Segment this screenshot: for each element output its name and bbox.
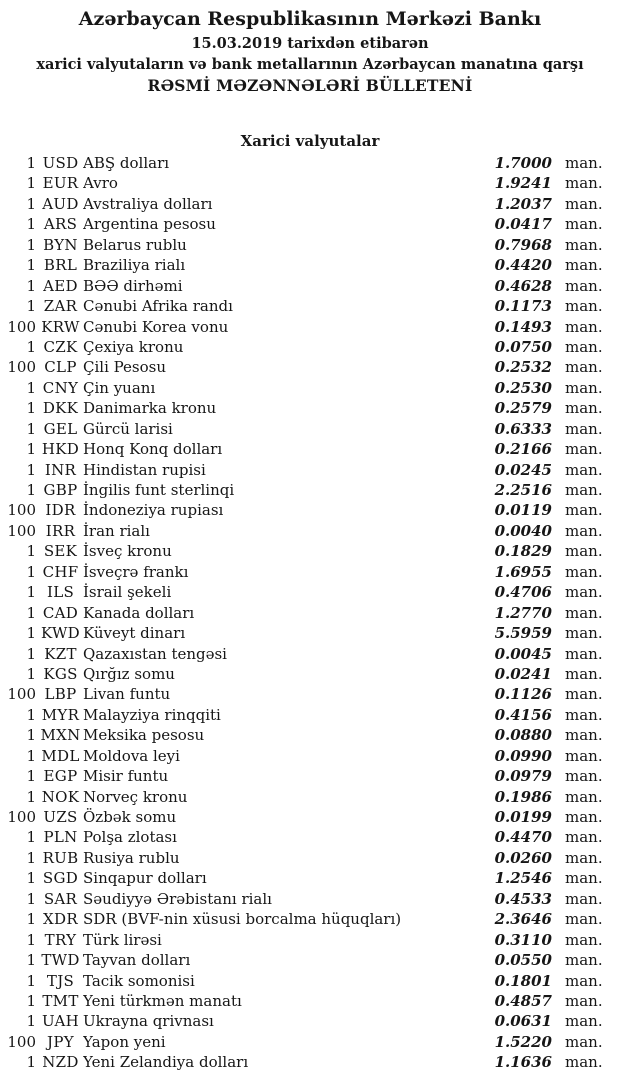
rate-value: 1.7000 xyxy=(494,154,552,172)
rate-value: 0.1829 xyxy=(494,542,552,561)
currency-row xyxy=(0,827,603,847)
currency-code: KWD xyxy=(40,624,80,643)
currency-code: ARS xyxy=(43,215,78,234)
section-title-foreign-currencies: Xarici valyutalar xyxy=(240,132,380,150)
rate-value: 0.0260 xyxy=(494,848,552,867)
rate-value: 0.0417 xyxy=(494,215,552,234)
rate-value: 1.2546 xyxy=(494,869,552,888)
quantity: 1 xyxy=(26,419,36,438)
rate-value: 0.0750 xyxy=(494,337,552,356)
currency-name: Hindistan rupisi xyxy=(83,460,206,479)
unit-label: man. xyxy=(565,276,603,295)
currency-name: Meksika pesosu xyxy=(83,726,205,745)
unit-label: man. xyxy=(565,460,603,479)
currency-code: IDR xyxy=(45,501,76,520)
currency-row xyxy=(0,664,603,684)
page-title: Azərbaycan Respublikasının Mərkəzi Bankı xyxy=(78,8,542,30)
rate-value: 1.2037 xyxy=(494,194,552,213)
currency-name: Belarus rublu xyxy=(83,235,187,254)
currency-name: Avstraliya dolları xyxy=(83,194,213,213)
rate-value: 0.1173 xyxy=(494,297,552,316)
currency-code: BYN xyxy=(43,235,78,254)
currency-code: GBP xyxy=(43,481,78,499)
currency-name: Tayvan dolları xyxy=(83,951,191,970)
currency-row xyxy=(0,950,603,970)
rate-value: 0.4706 xyxy=(494,583,552,602)
unit-label: man. xyxy=(565,583,603,602)
bulletin-title: RƏSMİ MƏZƏNNƏLƏRİ BÜLLETENİ xyxy=(147,76,473,95)
quantity: 1 xyxy=(26,869,36,888)
currency-row xyxy=(0,787,603,807)
currency-code: IRR xyxy=(45,521,76,540)
currency-code: NOK xyxy=(41,787,80,806)
unit-label: man. xyxy=(565,624,603,643)
currency-name: Braziliya rialı xyxy=(83,256,186,275)
quantity: 1 xyxy=(26,399,36,418)
currency-name: Misir funtu xyxy=(83,767,169,786)
quantity: 1 xyxy=(26,583,36,602)
quantity: 1 xyxy=(26,194,36,213)
quantity: 1 xyxy=(26,337,36,356)
currency-code: SAR xyxy=(43,889,78,908)
rate-value: 0.4857 xyxy=(494,991,552,1010)
quantity: 100 xyxy=(7,317,36,336)
quantity: 1 xyxy=(26,991,36,1010)
quantity: 1 xyxy=(26,562,36,581)
rate-value: 0.4628 xyxy=(494,276,552,295)
unit-label: man. xyxy=(565,808,603,826)
currency-code: SGD xyxy=(42,869,79,888)
currency-row xyxy=(0,705,603,725)
currency-row xyxy=(0,889,603,909)
unit-label: man. xyxy=(565,399,603,418)
currency-name: Sinqapur dolları xyxy=(83,869,207,888)
currency-name: İsrail şekeli xyxy=(83,583,172,602)
currency-row xyxy=(0,991,603,1011)
unit-label: man. xyxy=(565,664,603,683)
unit-label: man. xyxy=(565,705,603,724)
currency-name: Çili Pesosu xyxy=(83,358,167,377)
quantity: 1 xyxy=(26,603,36,622)
rate-value: 0.1986 xyxy=(494,787,552,806)
quantity: 1 xyxy=(26,378,36,397)
rate-value: 1.6955 xyxy=(494,562,552,581)
currency-code: LBP xyxy=(44,685,77,704)
rate-value: 0.2530 xyxy=(494,378,552,397)
currency-row xyxy=(0,296,603,316)
quantity: 1 xyxy=(26,276,36,295)
currency-row xyxy=(0,378,603,398)
currency-row xyxy=(0,582,603,602)
currency-row xyxy=(0,153,603,173)
quantity: 1 xyxy=(26,889,36,908)
currency-name: Honq Konq dolları xyxy=(83,440,223,459)
currency-code: MDL xyxy=(41,746,80,765)
currency-row xyxy=(0,337,603,357)
quantity: 1 xyxy=(26,624,36,643)
quantity: 1 xyxy=(26,1012,36,1031)
rate-value: 5.5959 xyxy=(494,624,552,643)
rate-value: 0.1801 xyxy=(494,971,552,990)
currency-code: MYR xyxy=(41,705,80,724)
rate-value: 2.3646 xyxy=(494,910,552,929)
unit-label: man. xyxy=(565,194,603,213)
currency-code: EUR xyxy=(42,174,79,193)
unit-label: man. xyxy=(565,337,603,356)
currency-name: Argentina pesosu xyxy=(83,215,216,234)
currency-row xyxy=(0,766,603,786)
quantity: 1 xyxy=(26,930,36,949)
quantity: 1 xyxy=(26,767,36,786)
rate-value: 0.7968 xyxy=(494,235,552,254)
currency-code: HKD xyxy=(41,440,80,459)
currency-name: Türk lirəsi xyxy=(83,930,162,949)
unit-label: man. xyxy=(565,603,603,622)
unit-label: man. xyxy=(565,767,603,786)
currency-code: BRL xyxy=(43,256,78,275)
currency-row xyxy=(0,276,603,296)
currency-row xyxy=(0,255,603,275)
currency-row xyxy=(0,1052,603,1072)
currency-name: Çin yuanı xyxy=(83,378,156,397)
currency-code: PLN xyxy=(43,828,78,847)
currency-row xyxy=(0,868,603,888)
currency-name: Çexiya kronu xyxy=(83,337,184,356)
currency-row xyxy=(0,603,603,623)
unit-label: man. xyxy=(565,951,603,970)
quantity: 100 xyxy=(7,501,36,520)
currency-name: Özbək somu xyxy=(83,808,177,826)
rate-value: 1.5220 xyxy=(494,1032,552,1051)
currency-code: CLP xyxy=(44,358,77,377)
currency-row xyxy=(0,684,603,704)
currency-code: TRY xyxy=(44,930,77,949)
currency-code: TMT xyxy=(42,991,79,1010)
rate-value: 0.4420 xyxy=(494,256,552,275)
currency-row xyxy=(0,623,603,643)
quantity: 1 xyxy=(26,440,36,459)
currency-row xyxy=(0,235,603,255)
quantity: 1 xyxy=(26,256,36,275)
unit-label: man. xyxy=(565,889,603,908)
unit-label: man. xyxy=(565,481,603,499)
unit-label: man. xyxy=(565,685,603,704)
quantity: 1 xyxy=(26,154,36,172)
unit-label: man. xyxy=(565,378,603,397)
currency-row xyxy=(0,644,603,664)
currency-name: Moldova leyi xyxy=(83,746,180,765)
unit-label: man. xyxy=(565,644,603,663)
currency-code: EGP xyxy=(43,767,78,786)
rate-value: 0.1493 xyxy=(494,317,552,336)
currency-name: Səudiyyə Ərəbistanı rialı xyxy=(83,889,272,908)
currency-row xyxy=(0,439,603,459)
quantity: 1 xyxy=(26,787,36,806)
currency-row xyxy=(0,419,603,439)
currency-row xyxy=(0,971,603,991)
subtitle-line: xarici valyutaların və bank metallarının Azərbaycan manatına qarşı xyxy=(36,56,584,73)
currency-code: MXN xyxy=(40,726,81,745)
currency-row xyxy=(0,848,603,868)
quantity: 1 xyxy=(26,951,36,970)
rate-value: 0.0979 xyxy=(494,767,552,786)
currency-row xyxy=(0,357,603,377)
rate-value: 0.4156 xyxy=(494,705,552,724)
currency-name: SDR (BVF-nin xüsusi borcalma hüquqları) xyxy=(83,910,402,929)
currency-code: USD xyxy=(42,154,79,172)
quantity: 1 xyxy=(26,705,36,724)
quantity: 1 xyxy=(26,297,36,316)
unit-label: man. xyxy=(565,1012,603,1031)
currency-code: KZT xyxy=(44,644,77,663)
rate-value: 0.0241 xyxy=(494,664,552,683)
rate-value: 0.0199 xyxy=(494,808,552,826)
unit-label: man. xyxy=(565,828,603,847)
currency-name: Kanada dolları xyxy=(83,603,195,622)
currency-code: KRW xyxy=(41,317,80,336)
unit-label: man. xyxy=(565,235,603,254)
currency-name: ABŞ dolları xyxy=(83,154,170,172)
currency-code: CNY xyxy=(42,378,79,397)
currency-code: KGS xyxy=(43,664,78,683)
currency-code: JPY xyxy=(47,1032,74,1051)
rate-value: 0.1126 xyxy=(494,685,552,704)
currency-row xyxy=(0,909,603,929)
unit-label: man. xyxy=(565,358,603,377)
currency-row xyxy=(0,500,603,520)
currency-name: Malayziya rinqqiti xyxy=(83,705,221,724)
quantity: 1 xyxy=(26,828,36,847)
currency-name: Avro xyxy=(83,174,118,193)
quantity: 100 xyxy=(7,1032,36,1051)
currency-name: Cənubi Korea vonu xyxy=(83,317,229,336)
quantity: 100 xyxy=(7,685,36,704)
currency-name: Tacik somonisi xyxy=(83,971,195,990)
quantity: 100 xyxy=(7,358,36,377)
unit-label: man. xyxy=(565,501,603,520)
quantity: 1 xyxy=(26,971,36,990)
currency-row xyxy=(0,1011,603,1031)
currency-name: Küveyt dinarı xyxy=(83,624,186,643)
currency-code: AUD xyxy=(42,194,79,213)
unit-label: man. xyxy=(565,256,603,275)
quantity: 1 xyxy=(26,848,36,867)
currency-name: BƏƏ dirhəmi xyxy=(83,276,183,295)
currency-row xyxy=(0,460,603,480)
rate-value: 2.2516 xyxy=(494,481,552,499)
rate-value: 0.3110 xyxy=(494,930,552,949)
currency-code: ILS xyxy=(46,583,75,602)
currency-name: Cənubi Afrika randı xyxy=(83,297,233,316)
quantity: 1 xyxy=(26,644,36,663)
currency-name: Danimarka kronu xyxy=(83,399,217,418)
currency-code: RUB xyxy=(42,848,79,867)
rate-value: 0.0631 xyxy=(494,1012,552,1031)
currency-name: Qazaxıstan tengəsi xyxy=(83,644,227,663)
rate-value: 1.1636 xyxy=(494,1053,552,1072)
currency-code: CZK xyxy=(43,337,78,356)
currency-name: İsveçrə frankı xyxy=(83,562,189,581)
currency-row xyxy=(0,562,603,582)
unit-label: man. xyxy=(565,419,603,438)
unit-label: man. xyxy=(565,297,603,316)
currency-name: Norveç kronu xyxy=(83,787,188,806)
currency-name: Yapon yeni xyxy=(83,1032,166,1051)
unit-label: man. xyxy=(565,910,603,929)
currency-row xyxy=(0,725,603,745)
currency-row xyxy=(0,521,603,541)
currency-row xyxy=(0,1032,603,1052)
currency-name: Rusiya rublu xyxy=(83,848,180,867)
unit-label: man. xyxy=(565,215,603,234)
currency-code: SEK xyxy=(43,542,78,561)
rates-table xyxy=(0,153,603,1073)
quantity: 100 xyxy=(7,808,36,826)
rate-value: 0.0880 xyxy=(494,726,552,745)
rate-value: 0.4470 xyxy=(494,828,552,847)
currency-row xyxy=(0,480,603,500)
rate-value: 0.0045 xyxy=(494,644,552,663)
unit-label: man. xyxy=(565,542,603,561)
unit-label: man. xyxy=(565,174,603,193)
unit-label: man. xyxy=(565,991,603,1010)
currency-code: CAD xyxy=(42,603,79,622)
rate-value: 0.0550 xyxy=(494,951,552,970)
currency-code: ZAR xyxy=(43,297,78,316)
currency-row xyxy=(0,930,603,950)
rate-value: 0.0040 xyxy=(494,521,552,540)
currency-row xyxy=(0,398,603,418)
quantity: 1 xyxy=(26,664,36,683)
currency-code: AED xyxy=(43,276,78,295)
currency-name: İndoneziya rupiası xyxy=(83,501,224,520)
rate-value: 0.2532 xyxy=(494,358,552,377)
rate-value: 0.2166 xyxy=(494,440,552,459)
unit-label: man. xyxy=(565,848,603,867)
unit-label: man. xyxy=(565,1032,603,1051)
currency-row xyxy=(0,194,603,214)
unit-label: man. xyxy=(565,787,603,806)
currency-code: TWD xyxy=(41,951,80,970)
currency-code: DKK xyxy=(42,399,79,418)
currency-code: TJS xyxy=(46,971,75,990)
quantity: 1 xyxy=(26,726,36,745)
currency-row xyxy=(0,746,603,766)
currency-code: CHF xyxy=(42,562,79,581)
effective-date-line: 15.03.2019 tarixdən etibarən xyxy=(191,35,429,52)
currency-name: Gürcü larisi xyxy=(83,419,173,438)
quantity: 1 xyxy=(26,460,36,479)
currency-row xyxy=(0,541,603,561)
currency-row xyxy=(0,317,603,337)
currency-code: INR xyxy=(44,460,77,479)
currency-name: Qırğız somu xyxy=(83,664,175,683)
rate-value: 0.6333 xyxy=(494,419,552,438)
unit-label: man. xyxy=(565,726,603,745)
currency-row xyxy=(0,807,603,827)
quantity: 1 xyxy=(26,215,36,234)
unit-label: man. xyxy=(565,521,603,540)
quantity: 1 xyxy=(26,542,36,561)
rate-value: 0.0245 xyxy=(494,460,552,479)
quantity: 100 xyxy=(7,521,36,540)
currency-code: NZD xyxy=(42,1053,79,1072)
currency-name: Polşa zlotası xyxy=(83,828,177,847)
rate-value: 0.4533 xyxy=(494,889,552,908)
rate-value: 0.0119 xyxy=(494,501,552,520)
currency-name: Yeni türkmən manatı xyxy=(83,991,242,1010)
currency-name: Livan funtu xyxy=(83,685,171,704)
currency-row xyxy=(0,173,603,193)
quantity: 1 xyxy=(26,481,36,499)
quantity: 1 xyxy=(26,174,36,193)
unit-label: man. xyxy=(565,317,603,336)
unit-label: man. xyxy=(565,746,603,765)
unit-label: man. xyxy=(565,869,603,888)
rate-value: 0.2579 xyxy=(494,399,552,418)
currency-name: İngilis funt sterlinqi xyxy=(83,481,235,499)
currency-code: UZS xyxy=(43,808,78,826)
quantity: 1 xyxy=(26,910,36,929)
unit-label: man. xyxy=(565,562,603,581)
currency-name: Ukrayna qrivnası xyxy=(83,1012,214,1031)
currency-code: GEL xyxy=(43,419,78,438)
currency-code: XDR xyxy=(43,910,78,929)
currency-name: İsveç kronu xyxy=(83,542,172,561)
rate-value: 0.0990 xyxy=(494,746,552,765)
currency-name: Yeni Zelandiya dolları xyxy=(83,1053,249,1072)
unit-label: man. xyxy=(565,971,603,990)
unit-label: man. xyxy=(565,154,603,172)
quantity: 1 xyxy=(26,1053,36,1072)
rate-value: 1.2770 xyxy=(494,603,552,622)
unit-label: man. xyxy=(565,1053,603,1072)
rate-value: 1.9241 xyxy=(494,174,552,193)
quantity: 1 xyxy=(26,235,36,254)
currency-name: İran rialı xyxy=(83,521,150,540)
unit-label: man. xyxy=(565,440,603,459)
currency-code: UAH xyxy=(42,1012,79,1031)
unit-label: man. xyxy=(565,930,603,949)
quantity: 1 xyxy=(26,746,36,765)
currency-row xyxy=(0,214,603,234)
